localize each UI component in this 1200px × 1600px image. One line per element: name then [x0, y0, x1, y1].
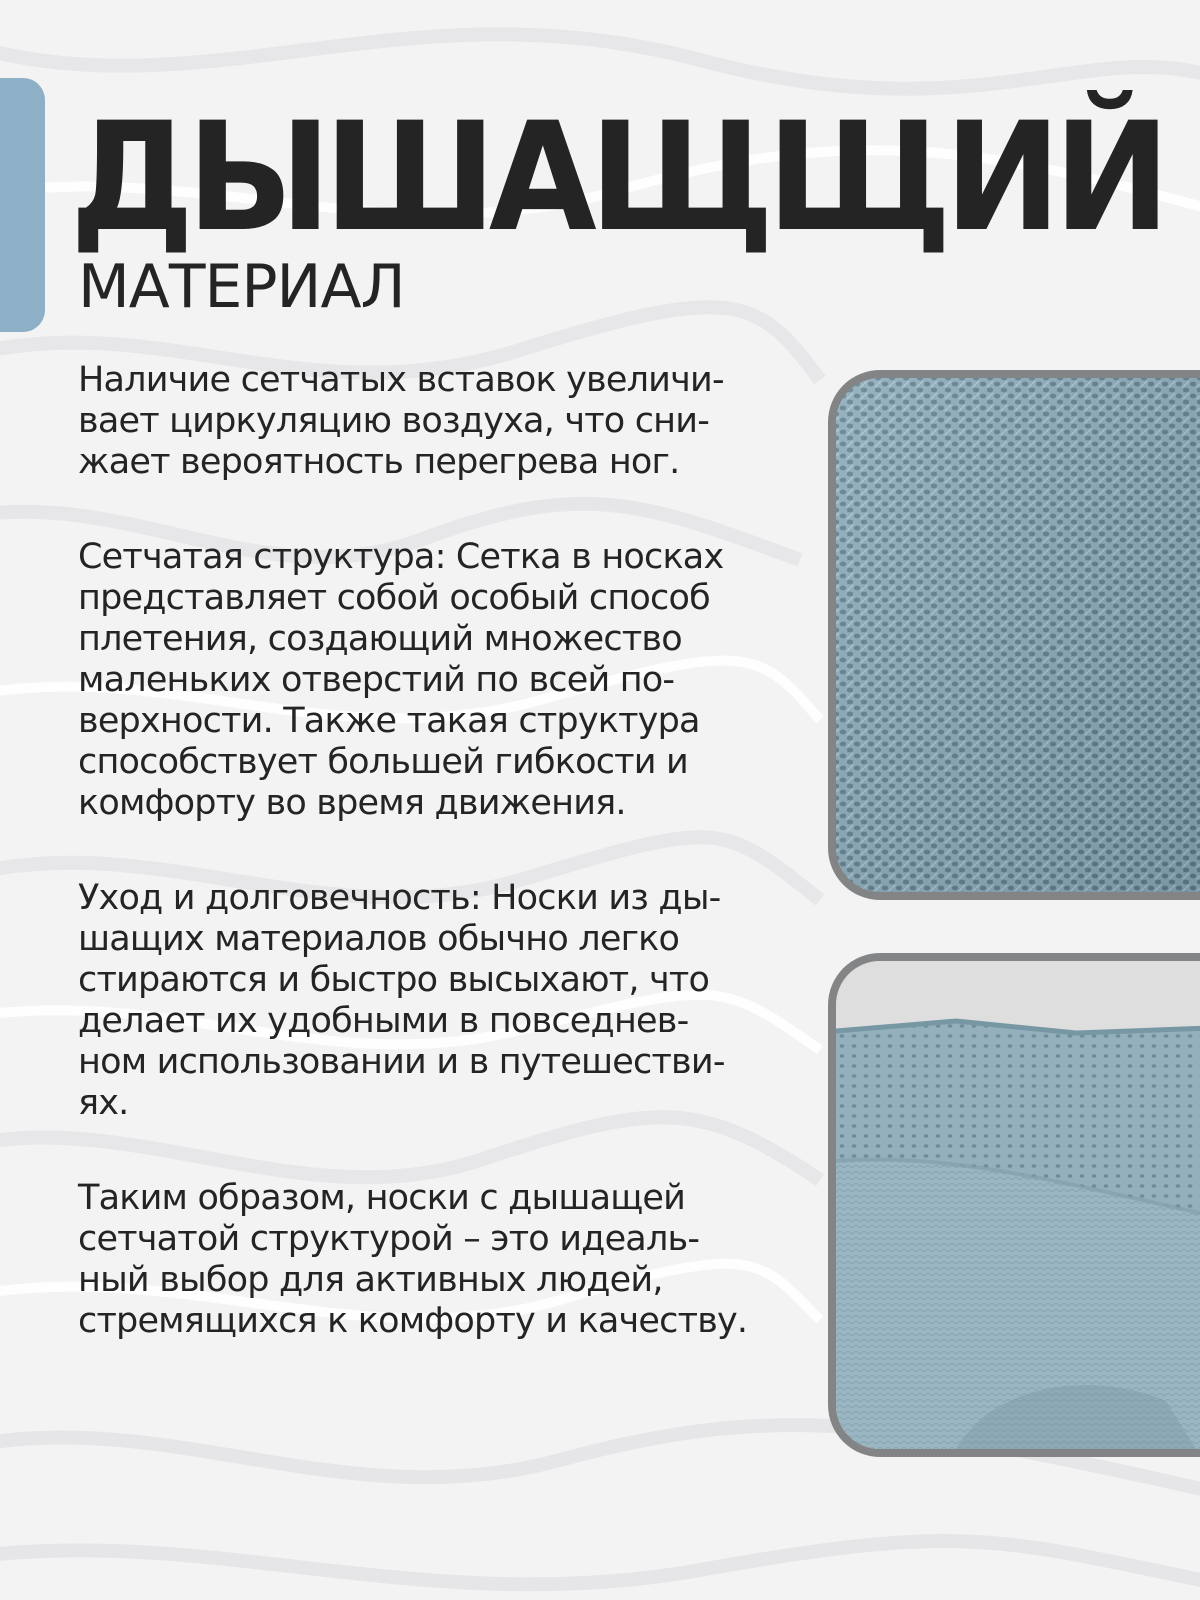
text-line: маленьких отверстий по всей по-: [78, 660, 675, 700]
text-line: ях.: [78, 1083, 129, 1123]
text-line: способствует большей гибкости и: [78, 742, 688, 782]
text-line: вает циркуляцию воздуха, что сни-: [78, 401, 710, 441]
paragraph-ventilation: [78, 360, 818, 483]
text-line: Таким образом, носки с дышащей: [78, 1178, 686, 1218]
headline-title: ДЫШАЩЩИЙ: [70, 91, 1163, 265]
text-line: ный выбор для активных людей,: [78, 1260, 663, 1300]
headline-subtitle: МАТЕРИАЛ: [78, 252, 405, 322]
text-line: Сетчатая структура: Сетка в носках: [78, 537, 724, 577]
mesh-fabric-photo: [828, 370, 1200, 900]
text-line: ном использовании и в путешестви-: [78, 1042, 725, 1082]
text-line: представляет собой особый способ: [78, 578, 710, 618]
text-line: Уход и долговечность: Носки из ды-: [78, 878, 721, 918]
accent-tab: [0, 78, 45, 332]
paragraph-mesh-structure: [78, 537, 818, 824]
description-text: [78, 360, 818, 1396]
text-line: делает их удобными в повседнев-: [78, 1001, 689, 1041]
text-line: сетчатой структурой – это идеаль-: [78, 1219, 700, 1259]
text-line: Наличие сетчатых вставок увеличи-: [78, 360, 724, 400]
text-line: стираются и быстро высыхают, что: [78, 960, 710, 1000]
text-line: жает вероятность перегрева ног.: [78, 442, 680, 482]
sock-photo: [828, 953, 1200, 1457]
paragraph-conclusion: [78, 1178, 818, 1342]
paragraph-care: [78, 878, 818, 1124]
text-line: стремящихся к комфорту и качеству.: [78, 1301, 748, 1341]
text-line: верхности. Также такая структура: [78, 701, 700, 741]
text-line: комфорту во время движения.: [78, 783, 626, 823]
text-line: плетения, создающий множество: [78, 619, 682, 659]
text-line: шащих материалов обычно легко: [78, 919, 680, 959]
